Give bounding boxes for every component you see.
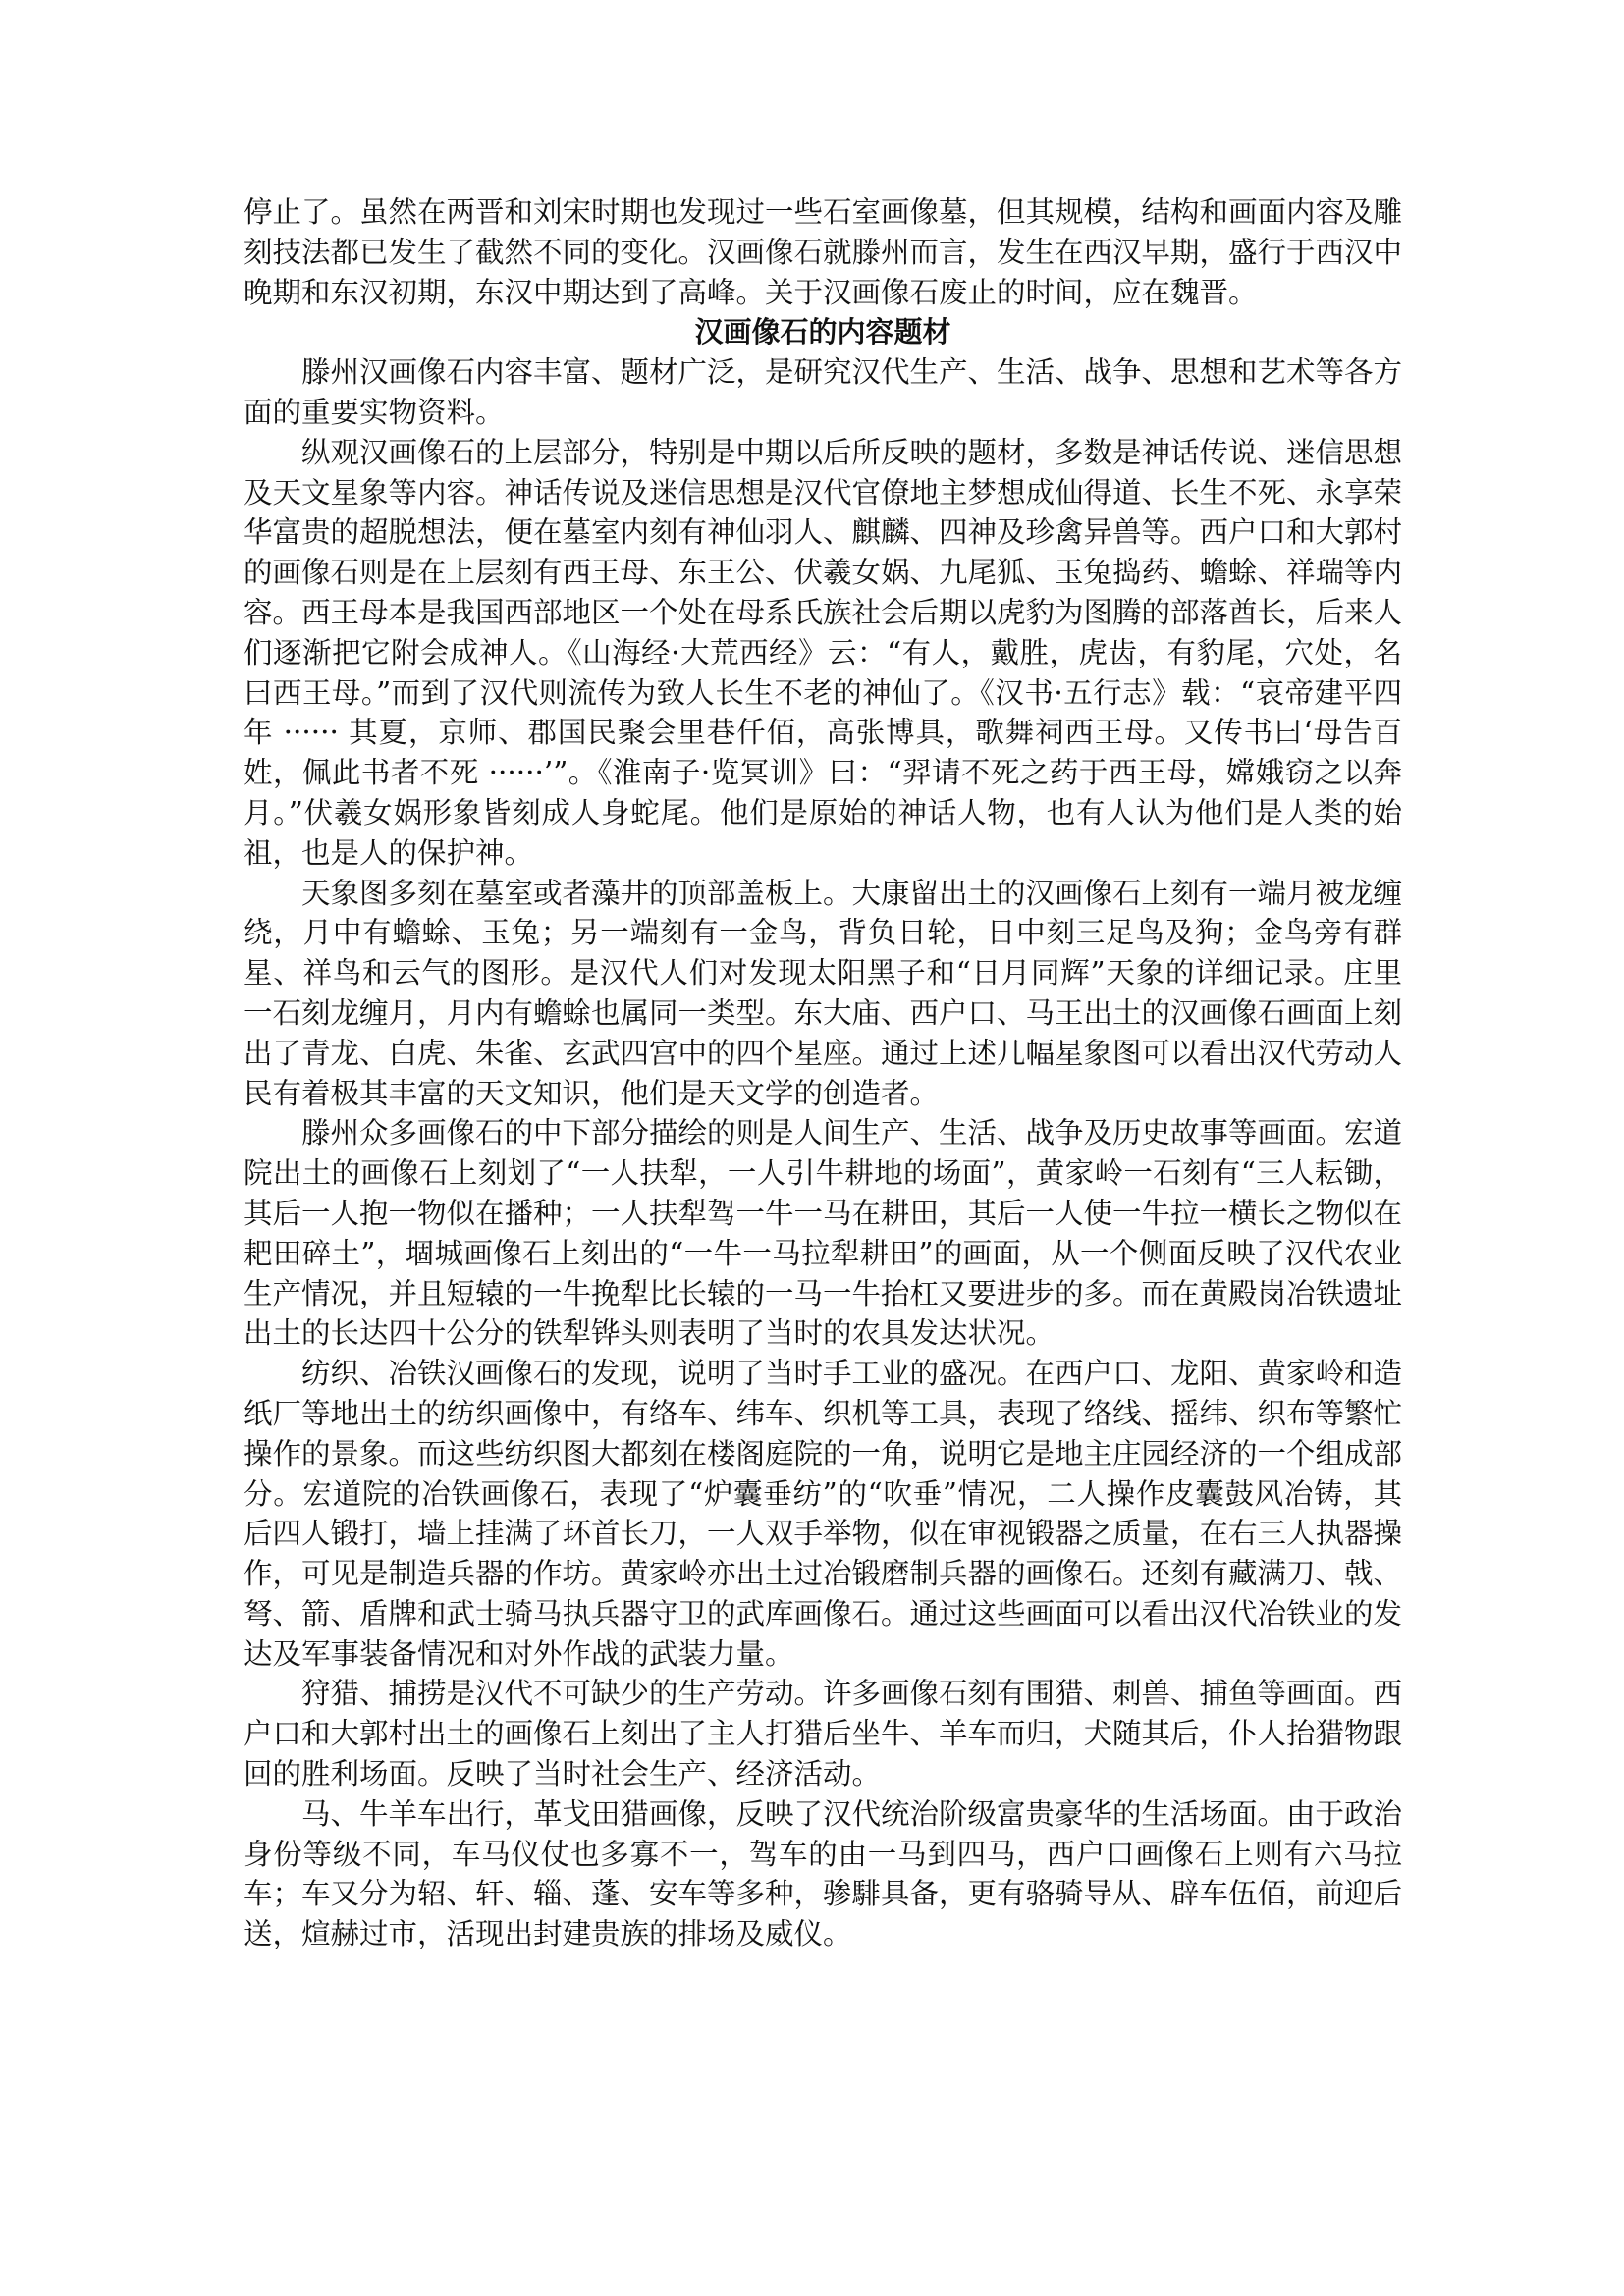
paragraph: 天象图多刻在墓室或者藻井的顶部盖板上。大康留出土的汉画像石上刻有一端月被龙缠绕，月中有蟾蜍、玉兔；另一端刻有一金鸟，背负日轮，日中刻三足鸟及狗；金鸟旁有群星、祥鸟和云气的图形。是汉代人们对发现太阳黑子和“日月同辉”天象的详细记录。庄里一石刻龙缠月，月内有蟾蜍也属同一类型。东大庙、西户口、马王出土的汉画像石画面上刻出了青龙、白虎、朱雀、玄武四宫中的四个星座。通过上述几幅星象图可以看出汉代劳动人民有着极其丰富的天文知识，他们是天文学的创造者。 [244, 876, 1403, 1110]
paragraph: 马、牛羊车出行，革戈田猎画像，反映了汉代统治阶级富贵豪华的生活场面。由于政治身份等级不同，车马仪仗也多寡不一，驾车的由一马到四马，西户口画像石上则有六马拉车；车又分为轺、轩、辎、蓬、安车等多种，骖騑具备，更有骆骑导从、辟车伍佰，前迎后送，煊赫过市，活现出封建贵族的排场及威仪。 [244, 1796, 1403, 1951]
paragraph: 滕州众多画像石的中下部分描绘的则是人间生产、生活、战争及历史故事等画面。宏道院出土的画像石上刻划了“一人扶犁，一人引牛耕地的场面”，黄家岭一石刻有“三人耘锄，其后一人抱一物似在播种；一人扶犁驾一牛一马在耕田，其后一人使一牛拉一横长之物似在耙田碎土”，堌城画像石上刻出的“一牛一马拉犁耕田”的画面，从一个侧面反映了汉代农业生产情况，并且短辕的一牛挽犁比长辕的一马一牛抬杠又要进步的多。而在黄殿岗冶铁遗址出土的长达四十公分的铁犁铧头则表明了当时的农具发达状况。 [244, 1116, 1403, 1351]
paragraph: 纺织、冶铁汉画像石的发现，说明了当时手工业的盛况。在西户口、龙阳、黄家岭和造纸厂等地出土的纺织画像中，有络车、纬车、织机等工具，表现了络线、摇纬、织布等繁忙操作的景象。而这些纺织图大都刻在楼阁庭院的一角，说明它是地主庄园经济的一个组成部分。宏道院的冶铁画像石，表现了“炉囊垂纺”的“吹垂”情况，二人操作皮囊鼓风冶铸，其后四人锻打，墙上挂满了环首长刀，一人双手举物，似在审视锻器之质量，在右三人执器操作，可见是制造兵器的作坊。黄家岭亦出土过冶锻磨制兵器的画像石。还刻有藏满刀、戟、弩、箭、盾牌和武士骑马执兵器守卫的武库画像石。通过这些画面可以看出汉代冶铁业的发达及军事装备情况和对外作战的武装力量。 [244, 1357, 1403, 1671]
paragraph: 纵观汉画像石的上层部分，特别是中期以后所反映的题材，多数是神话传说、迷信思想及天文星象等内容。神话传说及迷信思想是汉代官僚地主梦想成仙得道、长生不死、永享荣华富贵的超脱想法，便在墓室内刻有神仙羽人、麒麟、四神及珍禽异兽等。西户口和大郭村的画像石则是在上层刻有西王母、东王公、伏羲女娲、九尾狐、玉兔捣药、蟾蜍、祥瑞等内容。西王母本是我国西部地区一个处在母系氏族社会后期以虎豹为图腾的部落酋长，后来人们逐渐把它附会成神人。《山海经·大荒西经》云：“有人，戴胜，虎齿，有豹尾，穴处，名曰西王母。”而到了汉代则流传为致人长生不老的神仙了。《汉书·五行志》载：“哀帝建平四年 ······ 其夏，京师、郡国民聚会里巷仟佰，高张博具，歌舞祠西王母。又传书曰‘母告百姓，佩此书者不死 ······’”。《淮南子·览冥训》曰：“羿请不死之药于西王母，嫦娥窃之以奔月。”伏羲女娲形象皆刻成人身蛇尾。他们是原始的神话人物，也有人认为他们是人类的始祖，也是人的保护神。 [244, 435, 1403, 870]
paragraph: 滕州汉画像石内容丰富、题材广泛，是研究汉代生产、生活、战争、思想和艺术等各方面的重要实物资料。 [244, 355, 1403, 429]
paragraph: 狩猎、捕捞是汉代不可缺少的生产劳动。许多画像石刻有围猎、刺兽、捕鱼等画面。西户口和大郭村出土的画像石上刻出了主人打猎后坐牛、羊车而归，犬随其后，仆人抬猎物跟回的胜利场面。反映了当时社会生产、经济活动。 [244, 1677, 1403, 1791]
section-heading: 汉画像石的内容题材 [694, 315, 951, 349]
intro-paragraph: 停止了。虽然在两晋和刘宋时期也发现过一些石室画像墓，但其规模，结构和画面内容及雕刻技法都已发生了截然不同的变化。汉画像石就滕州而言，发生在西汉早期，盛行于西汉中晚期和东汉初期，东汉中期达到了高峰。关于汉画像石废止的时间，应在魏晋。 [244, 195, 1403, 309]
document-body [244, 192, 1402, 1954]
